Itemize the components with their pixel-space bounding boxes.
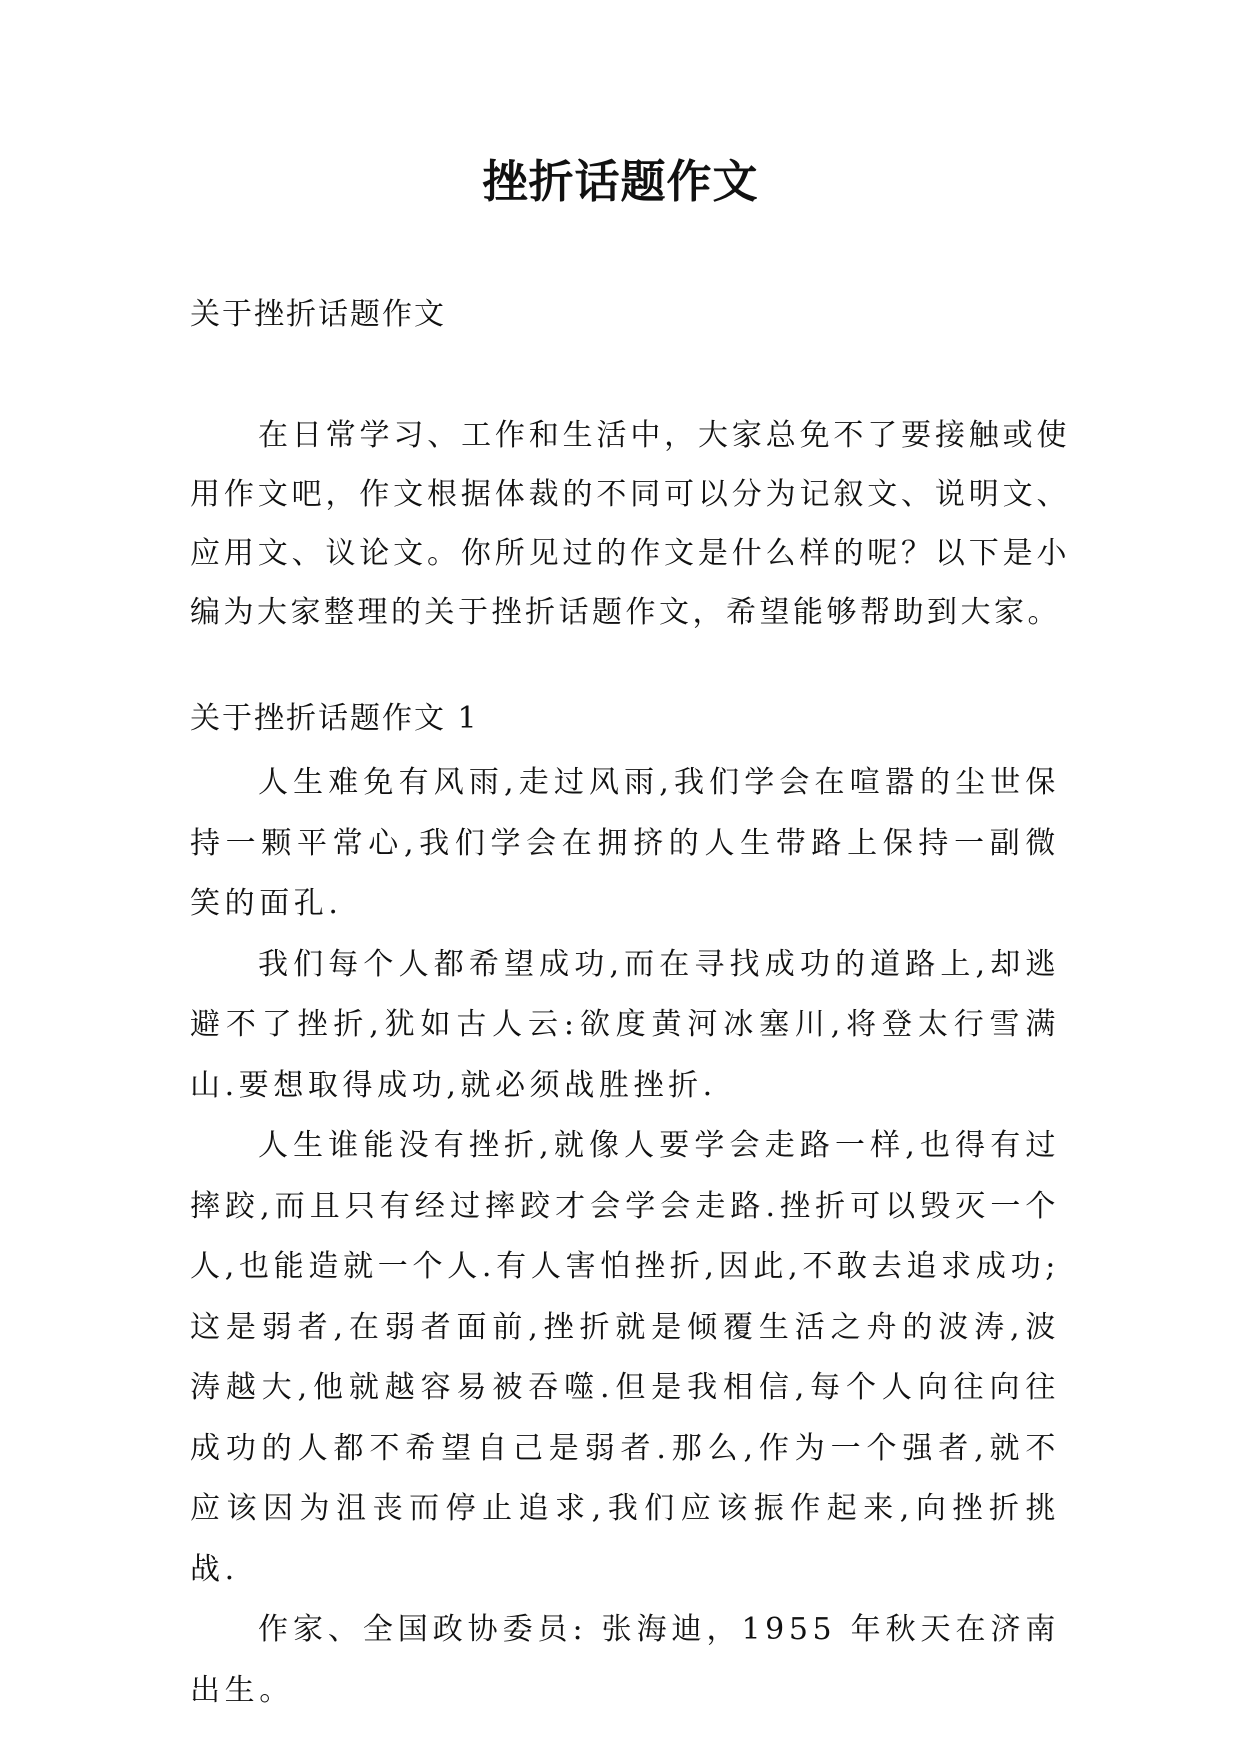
intro-paragraph: 在日常学习、工作和生活中，大家总免不了要接触或使用作文吧，作文根据体裁的不同可以分为记叙文、说明文、应用文、议论文。你所见过的作文是什么样的呢？以下是小编为大家整理的关于挫折话题作文，希望能够帮助到大家。 — [190, 418, 1070, 630]
essay-paragraph: 人生难免有风雨,走过风雨,我们学会在喧嚣的尘世保持一颗平常心,我们学会在拥挤的人生带路上保持一副微笑的面孔. — [190, 765, 1060, 921]
essay-paragraph: 作家、全国政协委员: 张海迪，1955 年秋天在济南出生。 — [190, 1612, 1060, 1708]
document-subtitle: 关于挫折话题作文 — [190, 297, 446, 332]
essay-body — [190, 753, 1060, 1721]
document-title: 挫折话题作文 — [482, 155, 759, 208]
essay-paragraph: 人生谁能没有挫折,就像人要学会走路一样,也得有过摔跤,而且只有经过摔跤才会学会走路.挫折可以毁灭一个人,也能造就一个人.有人害怕挫折,因此,不敢去追求成功;这是弱者,在弱者面前,挫折就是倾覆生活之舟的波涛,波涛越大,他就越容易被吞噬.但是我相信,每个人向往向往成功的人都不希望自己是弱者.那么,作为一个强者,就不应该因为沮丧而停止追求,我们应该振作起来,向挫折挑战. — [190, 1128, 1060, 1587]
section-title: 关于挫折话题作文 1 — [190, 701, 479, 736]
essay-paragraph: 我们每个人都希望成功,而在寻找成功的道路上,却逃避不了挫折,犹如古人云:欲度黄河冰塞川,将登太行雪满山.要想取得成功,就必须战胜挫折. — [190, 946, 1060, 1103]
